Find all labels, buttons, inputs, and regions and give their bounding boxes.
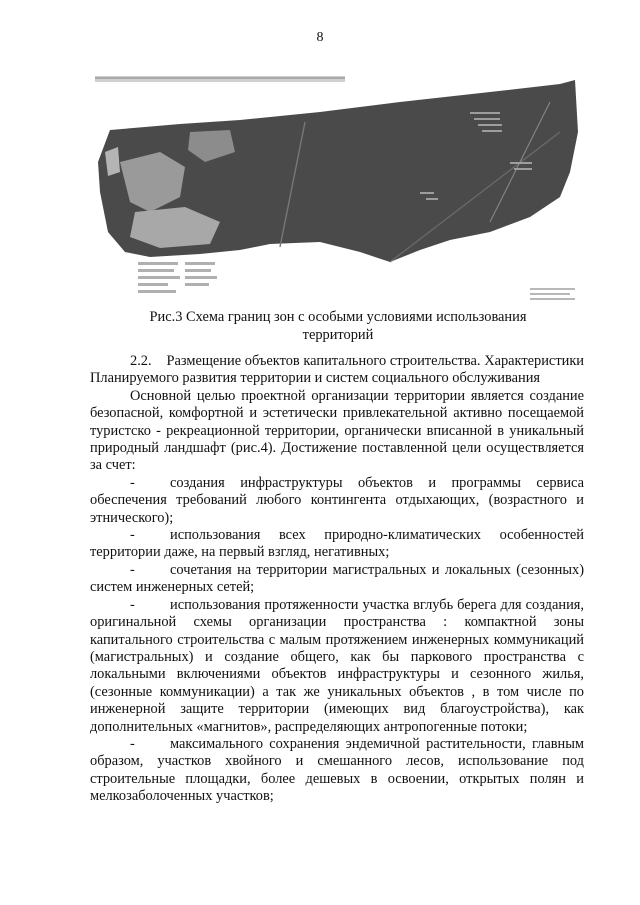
list-item bbox=[90, 597, 584, 736]
page-number: 8 bbox=[316, 30, 324, 45]
list-item-text: максимального сохранения эндемичной растительности, главным образом, участков хвойного и смешанного лесов, использование под строительные площадки, более дешевых в освоении, открытых полян и мелкозаболоченных участков; bbox=[90, 735, 584, 805]
map-legend-left bbox=[138, 262, 217, 293]
list-marker: - bbox=[130, 527, 135, 544]
body-text bbox=[90, 353, 584, 806]
map-drawing bbox=[90, 72, 590, 312]
section-heading bbox=[90, 353, 584, 388]
list-item bbox=[90, 527, 584, 562]
list-item-text: использования протяженности участка вглубь берега для создания, оригинальной схемы организации пространства : компактной зоны капитального строительства с малым протяжением инженерных коммуникаций (магистральных) и создание общего, как бы паркового пространства с локальными включениями объектов инфраструктуры и сезонного жилья, (сезонные коммуникации) а так же уникальных объектов , в том числе по инженерной защите территории (имеющих вид благоустройства), как дополнительных «магнитов», распределяющих антропогенные потоки; bbox=[90, 596, 584, 735]
list-marker: - bbox=[130, 596, 135, 613]
list-marker: - bbox=[130, 474, 135, 491]
section-title: Размещение объектов капитального строительства. Характеристики Планируемого развития территории и систем социального обслуживания bbox=[90, 353, 585, 387]
list-item bbox=[90, 736, 584, 806]
zone-boundaries-map bbox=[90, 72, 590, 312]
list-marker: - bbox=[130, 735, 135, 752]
map-header-strip-line bbox=[95, 77, 345, 79]
list-item bbox=[90, 475, 584, 527]
list-item-text: использования всех природно-климатических особенностей территории даже, на первый взгляд, негативных; bbox=[90, 527, 584, 561]
list-marker: - bbox=[130, 561, 135, 578]
figure-caption: Рис.3 Схема границ зон с особыми условиями использования территорий bbox=[149, 309, 527, 343]
list-item bbox=[90, 562, 584, 597]
intro-paragraph: Основной целью проектной организации территории является создание безопасной, комфортной и эстетически привлекательной активно посещаемой туристско - рекреационной территории, органически вписанной в уникальный природный ландшафт (рис.4). Достижение поставленной цели осуществляется за счет: bbox=[90, 387, 584, 474]
list-item-text: сочетания на территории магистральных и локальных (сезонных) систем инженерных сетей; bbox=[90, 561, 584, 596]
section-number: 2.2. bbox=[130, 353, 152, 369]
map-stamp-right bbox=[530, 288, 575, 300]
list-item-text: создания инфраструктуры объектов и программы сервиса обеспечения требований любого контингента отдыхающих, (возрастного и этнического); bbox=[90, 474, 584, 526]
